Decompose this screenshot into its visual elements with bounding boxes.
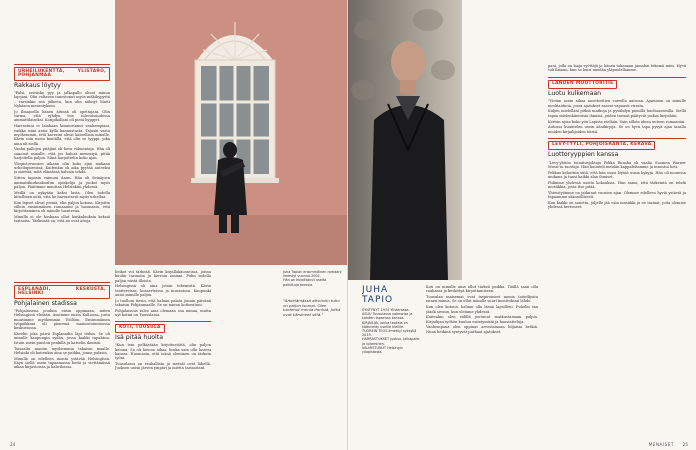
paragraph: Yhteistyömme on jatkunut vuosien ajan. Olemme edelleen hyviä ystäviä ja tapaamme säännöllisesti. [548,190,686,200]
bio-name: JUHA TAPIO [362,285,394,305]
section-label-landen: LANDEN MOOTTORITIE [548,80,617,89]
paragraph: Toisaalta muutin myöhemmin takaisin maalle. Helsinki oli kuitenkin aina se paikka, jonne palasin. [14,346,110,355]
paragraph: Kun olen kotona, haluan olla läsnä lapsilleni. Puhelin saa jäädä sivuun, kun olemme yhdessä. [426,305,538,314]
paragraph: Kuljen mielelläni pitkiä matkoja ja pysähdyn pienillä huoltoasemilla. Siellä tapaa mielenkiintoisia ihmisiä, joiden tarinat päätyvät joskus kirjoihini. [548,109,686,118]
paragraph: heikot voi tärkeää. Kävin kirjallakausseissa, joissa kuulin tarinoita ja kerroin omiani. Pidin todella paljon niistä illoista. [115,270,211,283]
pull-quote: "Arkielämässä alkoholin tuho on paljon isompi. Olen tuntenut monia ihmisiä, jotka ovat kärsineet siitä." [283,297,341,318]
section-subhead: Luotu kulkemaan [548,90,602,98]
left-column-1-lower [14,282,110,437]
section-rule [14,282,110,283]
paragraph: "Levy-yhtiön toimitusjohtaja Pekka Ruuska oli vanha Suomen Warner Music'in tuottaja. Hän kuunteli meidän kappaleitamme ja innostui heti. [548,160,686,169]
paragraph: Kerran ajoin koko yön Lapista etelään. Sain silloin idean uuteen romaaniin. [548,119,686,124]
paragraph: Pidimme yhdessä useita kokouksia. Hän sanoi, että tärkeintä on tehdä musiikkia, josta itse pitää. [548,180,686,190]
left-column-3 [283,270,343,440]
paragraph: Helsingissä oli aina jotain tekemistä. Kävin teattereissa, konserteissa ja museoissa. Kaupunki antoi minulle paljon. [115,284,211,298]
paragraph: "Palsi, seiväsky pyy ja jalkapallo olivat minun lajejani. Olin valtavan innostunut myös mäkihypystä – varsinkin sen jälkeen, kun olin nähnyt Matti Nykäsen menestyksen. [14,91,110,109]
paragraph: Koti on minulle aina ollut tärkeä paikka. Täällä saan olla rauhassa ja keskittyä kirjoittamiseen. [426,285,538,294]
section-rule [548,77,686,78]
paragraph: Kuitenkin olen välillä joutunut matkustamaan paljon. Kirjailijan työhön kuuluu esiintymisiä ja haastatteluja. [426,315,538,324]
paragraph: Meillä on nykyään kaksi lasta. Olen todella kiitollinen siitä, että he harrastavat myös urheilua. [14,190,110,199]
paragraph: pani, jolla on laaja syöttäjä ja hänen takanaan jumalan tekemä mies. Hyvä tuli ilmaan, kun se lensi meidän yläpuolellamme. [548,64,686,73]
paragraph: "Kun tein pelkästään kirjoitustöitä, olin paljon kotona. Se oli hienoa aikaa, koska sain olla lasteni kanssa. Huomasin, että isänä oleminen on tärkein työni. [115,343,211,361]
paragraph: Vanhempana olen oppinut arvostamaan hiljaisia hetkiä. Niinä hetkinä syntyvät parhaat ajatukset. [426,325,538,334]
section-subhead: Rakkaus löytyy [14,81,61,89]
paragraph: Jo Ilmajoella hänen äitinsä oli opettajani. Olin varma, että ryhdyn itse tulevaisuudessa ammattilaiseksi. Kotipihallani oli pieni hyppyri. [14,109,110,123]
left-column-1 [14,64,110,274]
paragraph: Kun lapset olivat pieniä, olin paljon kotona. Kirjoitin silloin ensimmäisen romaanini ja huomasin, että kirjoittaminen oli minulle luontevaa. [14,200,110,214]
paragraph: Minulla ei ole koskaan ollut hankaluuksia keksiä tarinoita. Tärkeintä on, että ne ovat aitoja. [14,215,110,224]
bio-box [362,285,420,435]
paragraph: Jo tuolloin tiesin, että haluan palata jonain päivänä takaisin Pohjanmaalle. Se on minun kotiseutuni. [115,298,211,308]
portrait-illustration [348,0,462,280]
section-label-esplanadi: ESPLANADI, KESKUSTA, HELSINKI [14,285,110,299]
section-label-levy: LEVY-TYYLI, POHJOISRANTA, KERAVA [548,141,655,150]
paragraph: Minulla on edelleen monta ystävää Helsingissä. Käyn siellä usein tapaamassa heitä ja viettämässä aikaa kirjastoissa ja kahviloissa. [14,356,110,370]
page-number: 25 [682,442,688,447]
section-subhead: Luottoryyppien kanssa [548,151,619,159]
paragraph: Pekkaa kehuttiin siitä, että hän osasi löytää uusia kykyjä. Hän oli monessa mukana ja tunsi kaikki alan ihmiset. [548,170,686,180]
paragraph: Pohjalaisuus tulee aina olemaan osa minua, mutta nyt kotini on Tuusulassa. [115,308,211,318]
section-label-urheilukentta: URHEILUKENTTÄ, YLISTARO, POHJANMAA [14,67,110,81]
section-rule [14,64,110,65]
photo-caption: Juha Tapion ensimmäinen romaani ilmestyi vuonna 2002. Hän on kirjoittanut useita palkittuja teoksia. [283,270,342,287]
paragraph: Yliopistovuosien aikana olin koko ajan mukana urheilupiireissä. Kuitenkin oli aika pyytää anteeksi ja miettiä, mitä elämässä halusin tehdä. [14,161,110,175]
page-number: 24 [10,442,16,447]
paragraph: Harrastuni ei lainkaan kiinnostanut vanhempiani, vaikka isäni antoi kyllä kannustusta. Tajusin vasta myöhemmin, että kaverini olivat kateellisia minulle. Kävin niin usein kentällä, että olin se tyyppi, joka aina oli siellä. [14,124,110,146]
section-label-koti: KOTI, TUUSULA [115,324,165,333]
window-illustration [115,0,347,265]
window-photo [115,0,347,265]
portrait-photo [348,0,462,280]
footer-title: MENAISET [648,442,674,447]
paragraph: "Vietän usein aikaa moottoritien varrella autossa. Ajaminen on minulle meditaatiota, jossa ajatukset saavat vapaasti virrata. [548,99,686,108]
section-rule [548,138,686,139]
right-column-2 [426,285,538,435]
right-page [348,0,696,450]
section-subhead: Isä pitää huolta [115,333,163,341]
paragraph: Kun kaikki on sanottu, jäljelle jää vain musiikki ja ne tarinat, joita olemme yhdessä kertoneet. [548,200,686,210]
left-column-2 [115,270,211,440]
bio-lines: SYNTYNYT 1974 Ylistarossa. ASUU Tuusulassa vaimonsa ja kahden lapsensa kanssa. KIRJAILIJA, jonka teoksia on käännetty useille kielille. TUOREIN TEOS ilmestyi syksyllä 2019. HARRASTUKSET juoksu, jalkapallo ja lukeminen. VALMISTUNUT Helsingin yliopistosta. [362,308,420,355]
paragraph: Vanha pallojen pitäjäni oli kova valmentaja. Hän oli sanonut minulle, että jos haluat menestyä, pitää harjoitella paljon. Minä harjoittelin koko ajan. [14,147,110,161]
paragraph: Autossa kuuntelen usein äänikirjoja. Se on hyvä tapa pysyä ajan tasalla muiden kirjailijoiden töistä. [548,125,686,134]
paragraph: Sitten tapasin vaimoni Anun. Hän oli Seinäjoen ammattikorkeakoulun opiskelija ja juoksi myös paljon. Päätimme muuttaa Helsinkiin yhdessä. [14,176,110,189]
section-subhead: Pohjalainen stadissa [14,299,77,307]
paragraph: Kävelin joka päivä Esplanadin läpi töihin. Se oli minulle kaupungin sydän, jossa kaikki tapahtuu. Istuin usein puiston penkillä ja katselin ihmisiä. [14,332,110,345]
paragraph: Tuusulassa on rauhallista ja metsät ovat lähellä. Juoksen usein järven ympäri ja mietin tarinoitani. [115,362,211,371]
paragraph: Tuusulan maisemat ovat inspiroineet monia taiteilijoita ennen minua. Se on ollut minulle suuri innoituksen lähde. [426,295,538,304]
section-rule [115,321,211,322]
paragraph: "Pohjalaisena jouduin ensin oppimaan, miten Helsingissä eletään. Asuimme ensin Kalliossa, josta muutimme myöhemmin Töölöön. Ensimmäinen työpaikkani oli pienessä mainostoimistossa keskustassa. [14,309,110,331]
right-column-3 [548,64,686,436]
